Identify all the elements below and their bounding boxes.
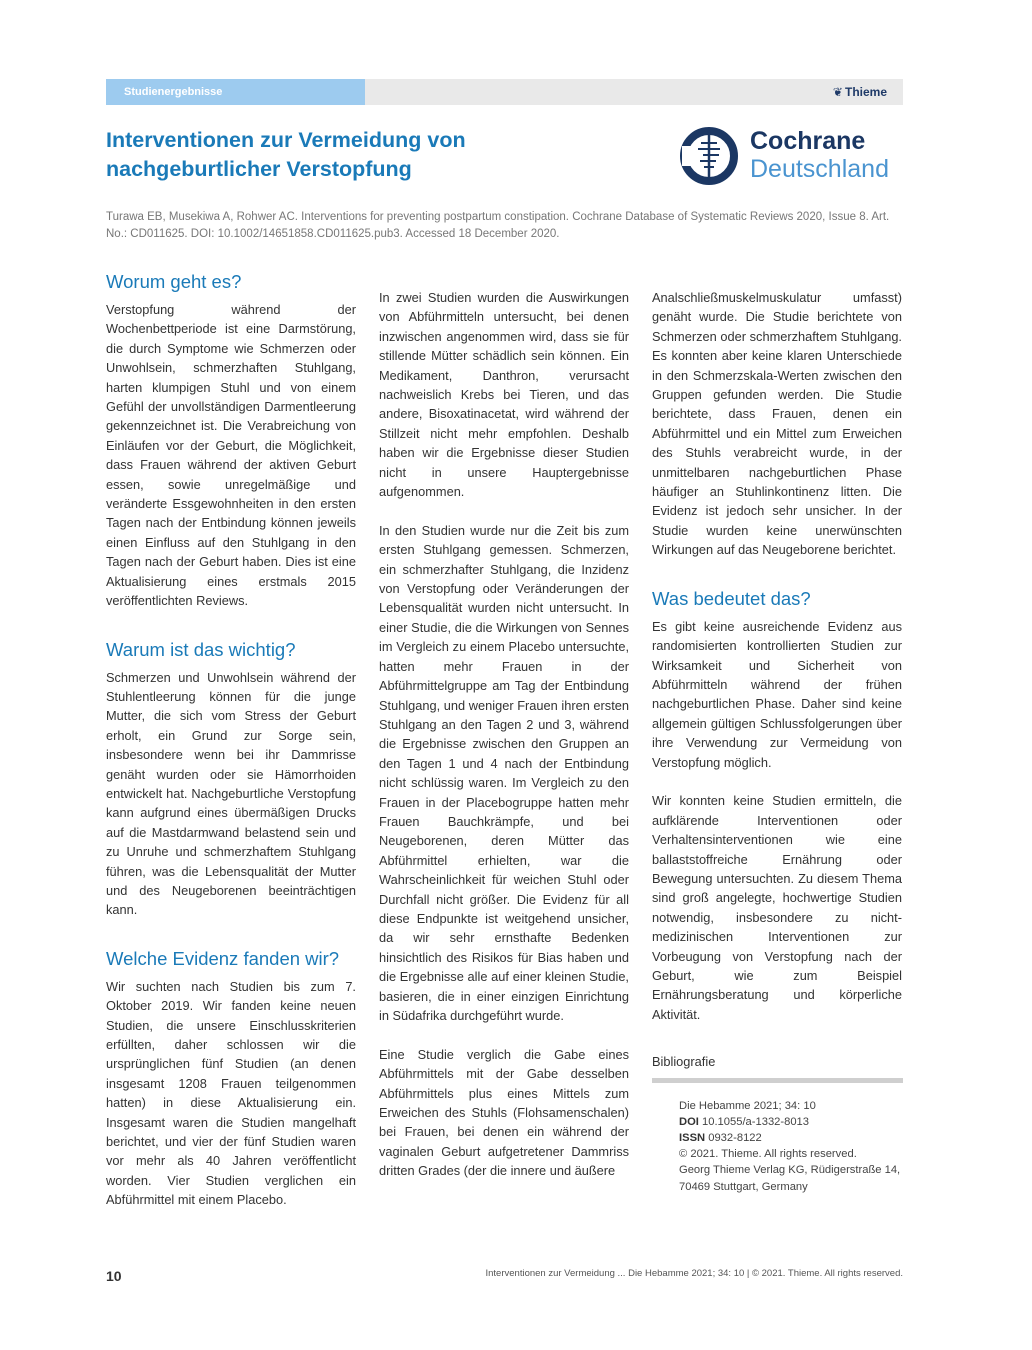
bibliography-heading: Bibliografie [652, 1054, 716, 1070]
cochrane-logo [678, 125, 908, 189]
header-bar [106, 79, 903, 105]
bibliography-copyright: © 2021. Thieme. All rights reserved. [679, 1148, 857, 1161]
citation: Turawa EB, Musekiwa A, Rohwer AC. Interventions for preventing postpartum constipation. Cochrane Database of Systematic Reviews 2020, Issue 8. Art. No.: CD011625. DOI: 10.1002/14651858.CD011625.pub3. Accessed 18 December 2020. [106, 211, 890, 240]
column-2 [379, 288, 629, 1181]
bibliography-journal: Die Hebamme 2021; 34: 10 [679, 1099, 816, 1112]
logo-text-cochrane: Cochrane [750, 127, 866, 155]
doi-value[interactable]: 10.1055/a-1332-8013 [702, 1115, 809, 1128]
paragraph-worum: Verstopfung während der Wochenbettperiode ist eine Darmstörung, die durch Symptome wie Schmerzen oder Unwohlsein, schmerzhaften Stuhlgang, harten klumpigen Stuhl und von einem Gefühl der unvollständigen Darmentleerung gekennzeichnet ist. Die Verabreichung von Einläufen vor der Geburt, die Möglichkeit, dass Frauen während der aktiven Geburt essen, sowie unregelmäßige und veränderte Essgewohnheiten in den ersten Tagen nach der Entbindung können jeweils einen Einfluss auf den Stuhlgang in den Tagen nach der Geburt haben. Dies ist eine Aktualisierung eines erstmals 2015 veröffentlichten Reviews. [106, 302, 356, 609]
article-title-line1: Interventionen zur Vermeidung von [106, 128, 466, 152]
bibliography-doi [679, 1114, 902, 1130]
heading-worum: Worum geht es? [106, 271, 242, 292]
heading-bedeutet: Was bedeutet das? [652, 587, 811, 609]
page-number: 10 [106, 1268, 122, 1284]
paragraph-bedeutet-2: Wir konnten keine Studien ermitteln, die aufklärende Interventionen oder Verhaltensinterventionen wie eine ballaststoffreiche Ernährung oder Bewegung untersuchten. Zu diesem Thema sind groß angelegte, hochwertige Studien notwendig, insbesondere zu nicht-medizinischen Interventionen zur Vorbeugung von Verstopfung nach der Geburt, wie zum Beispiel Ernährungsberatung und körperliche Aktivität. [652, 793, 902, 1022]
doi-label: DOI [679, 1115, 699, 1128]
issn-value: 0932-8122 [708, 1132, 762, 1145]
bibliography-details [652, 1083, 902, 1195]
paragraph-abfuehrmittel: In zwei Studien wurden die Auswirkungen von Abführmitteln untersucht, bei denen inzwischen angenommen wird, dass sie für stillende Mütter schädlich sein können. Ein Medikament, Danthron, verursacht nachweislich Krebs bei Tieren, und das andere, Bisoxatinacetat, wird während der Stillzeit nicht mehr empfohlen. Deshalb haben wir die Ergebnisse dieser Studien nicht in unsere Hauptergebnisse aufgenommen. [379, 290, 629, 500]
bibliography-publisher-line2: 70469 Stuttgart, Germany [679, 1180, 808, 1193]
running-footer: Interventionen zur Vermeidung ... Die Hebamme 2021; 34: 10 | © 2021. Thieme. All rights reserved. [485, 1268, 903, 1279]
cochrane-logo-icon [678, 125, 740, 187]
bibliography-publisher-line1: Georg Thieme Verlag KG, Rüdigerstraße 14, [679, 1164, 901, 1177]
publisher-brand [833, 79, 887, 105]
heading-warum: Warum ist das wichtig? [106, 638, 296, 660]
article-title-line2: nachgeburtlicher Verstopfung [106, 157, 412, 181]
paragraph-stuhlgang: In den Studien wurde nur die Zeit bis zum ersten Stuhlgang gemessen. Schmerzen, ein schmerzhafter Stuhlgang, die Inzidenz von Verstopfung oder Veränderungen der Lebensqualität wurden nicht untersucht. In einer Studie, die die Wirkungen von Sennes im Vergleich zu einem Placebo untersuchte, hatten mehr Frauen in der Abführmittelgruppe am Tag der Entbindung Stuhlgang, und weniger Frauen ihren ersten Stuhlgang an den Tagen 2 und 3, während die Ergebnisse zwischen den Gruppen an den Tagen 1 und 4 nach der Entbindung nicht schlüssig waren. Im Vergleich zu den Frauen in der Placebogruppe hatten mehr Frauen Bauchkrämpfe, und bei Neugeborenen, deren Mütter das Abführmittel erhielten, war die Wahrscheinlichkeit für weichen Stuhl oder Durchfall nicht größer. Die Evidenz für all diese Endpunkte ist weitgehend unsicher, da wir sehr ernsthafte Bedenken hinsichtlich des Risikos für Bias haben und die Ergebnisse alle auf einer kleinen Studie, basieren, die in einer einzigen Einrichtung in Südafrika durchgeführt wurde. [379, 522, 629, 1024]
paragraph-vergleich: Eine Studie verglich die Gabe eines Abführmittels mit der Gabe desselben Abführmittels plus eines Mittels zum Erweichen des Stuhls (Flohsamenschalen) bei Frauen, bei denen ein während der vaginalen Geburt aufgetretener Dammriss dritten Grades (der die innere und äußere [379, 1046, 629, 1179]
paragraph-bedeutet-1: Es gibt keine ausreichende Evidenz aus randomisierten kontrollierten Studien zur Wirksamkeit und Sicherheit von Abführmitteln während der frühen nachgeburtlichen Phase. Daher sind keine allgemein gültigen Schlussfolgerungen über ihre Verwendung zur Vermeidung von Verstopfung möglich. [652, 618, 902, 770]
publisher-name: Thieme [844, 85, 887, 99]
column-3 [652, 288, 902, 1195]
paragraph-analschliessmuskel: Analschließmuskelmuskulatur umfasst) genäht wurde. Die Studie berichtete von Schmerzen oder schmerzhaftem Stuhlgang. Es konnten aber keine klaren Unterschiede in den Schmerzskala-Werten zwischen den Gruppen gefunden werden. Die Studie berichtete, dass Frauen, denen ein Abführmittel und ein Mittel zum Erweichen des Stuhls verabreicht wurde, in der unmittelbaren nachgeburtlichen Phase häufiger an Stuhlinkontinenz litten. Die Evidenz ist jedoch sehr unsicher. In der Studie wurden keine unerwünschten Wirkungen auf das Neugeborene berichtet. [652, 290, 902, 558]
bibliography-box [652, 1052, 902, 1195]
bibliography-issn [679, 1130, 902, 1146]
paragraph-warum: Schmerzen und Unwohlsein während der Stuhlentleerung können für die junge Mutter, die sich vom Stress der Geburt erholt, ein Grund zur Sorge sein, insbesondere wenn bei ihr Dammrisse genäht wurden oder sie Hämorrhoiden entwickelt hat. Nachgeburtliche Verstopfung kann aufgrund eines übermäßigen Drucks auf die Mastdarmwand belastend sein und zu Unruhe und schmerzhaftem Stuhlgang führen, was die Lebensqualität der Mutter und des Neugeborenen beeinträchtigen kann. [106, 669, 356, 918]
article-title [106, 126, 626, 184]
logo-text-deutschland: Deutschland [750, 155, 889, 183]
issn-label: ISSN [679, 1132, 706, 1145]
paragraph-evidenz: Wir suchten nach Studien bis zum 7. Oktober 2019. Wir fanden keine neuen Studien, die unsere Einschlusskriterien erfüllten, daher schlossen wir die ursprünglichen fünf Studien (an denen insgesamt 1208 Frauen teilgenommen hatten) in diese Aktualisierung ein. Insgesamt waren die Studien mangelhaft berichtet, und vier der fünf Studien waren vor mehr als 40 Jahren veröffentlicht worden. Vier Studien verglichen ein Abführmittel mit einem Placebo. [106, 978, 356, 1208]
column-1 [106, 270, 356, 1210]
thieme-leaf-icon: ❦ [832, 85, 843, 99]
heading-evidenz: Welche Evidenz fanden wir? [106, 947, 340, 969]
section-tag: Studienergebnisse [106, 79, 365, 105]
